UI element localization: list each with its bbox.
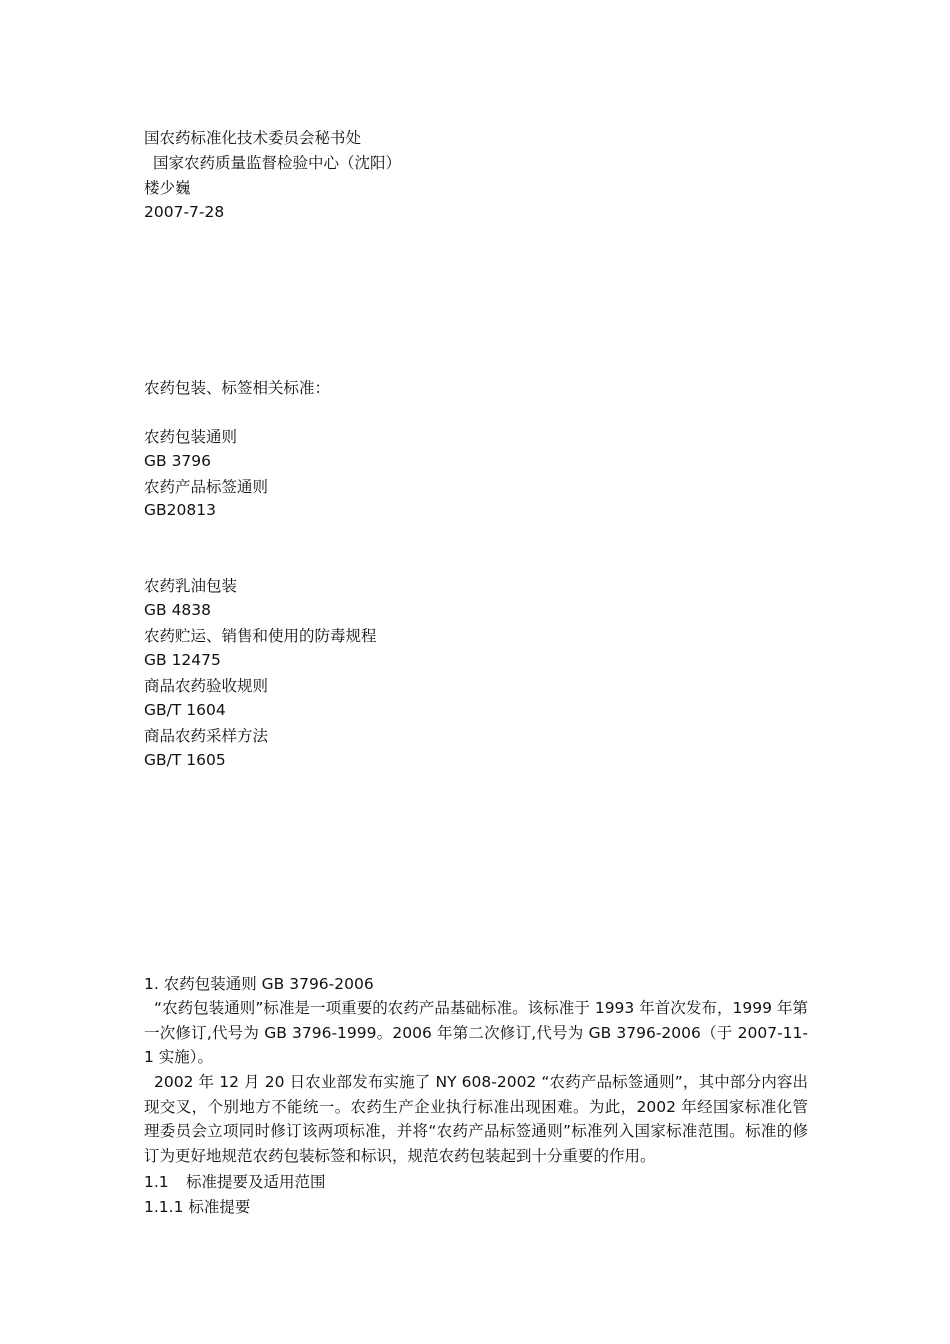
sub-subsection-heading: 1.1.1 标准提要 — [144, 1198, 251, 1216]
standard-code: GB20813 — [144, 501, 216, 519]
standard-name: 农药产品标签通则 — [144, 478, 269, 496]
standard-name: 农药包装通则 — [144, 428, 238, 446]
standard-name: 商品农药采样方法 — [144, 727, 269, 745]
standards-heading: 农药包装、标签相关标准： — [144, 379, 331, 397]
subsection-title: 标准提要及适用范围 — [186, 1173, 326, 1191]
standard-code: GB 4838 — [144, 601, 212, 619]
standard-name: 农药贮运、销售和使用的防毒规程 — [144, 627, 377, 645]
section-paragraph-2: 2002 年 12 月 20 日农业部发布实施了 NY 608-2002 “农药产品标签通则”，其中部分内容出现交叉，个别地方不能统一。农药生产企业执行标准出现困难。为此，2002 年经国家标准化管理委员会立项同时修订该两项标准，并将“农药产品标签通则”标准列入国家标准范围。标准的修订为更好地规范农药包装标签和标识，规范农药包装起到十分重要的作用。 — [144, 1073, 808, 1165]
subsection-heading — [144, 1170, 326, 1194]
standard-code: GB/T 1604 — [144, 701, 226, 719]
standard-code: GB 3796 — [144, 452, 212, 470]
org-line-1: 国农药标准化技术委员会秘书处 — [144, 129, 362, 147]
standard-name: 农药乳油包装 — [144, 577, 238, 595]
standard-code: GB/T 1605 — [144, 751, 226, 769]
section-paragraph-1: “农药包装通则”标准是一项重要的农药产品基础标准。该标准于 1993 年首次发布，1999 年第一次修订,代号为 GB 3796-1999。2006 年第二次修订,代号为 GB 3796-2006（于 2007-11-1 实施）。 — [144, 999, 808, 1066]
standard-code: GB 12475 — [144, 651, 221, 669]
org-line-2: 国家农药质量监督检验中心（沈阳） — [153, 154, 402, 172]
standard-name: 商品农药验收规则 — [144, 677, 269, 695]
section-title: 1. 农药包装通则 GB 3796-2006 — [144, 975, 374, 993]
document-date: 2007-7-28 — [144, 203, 225, 221]
author-name: 楼少巍 — [144, 179, 191, 197]
subsection-number: 1.1 — [144, 1173, 169, 1191]
